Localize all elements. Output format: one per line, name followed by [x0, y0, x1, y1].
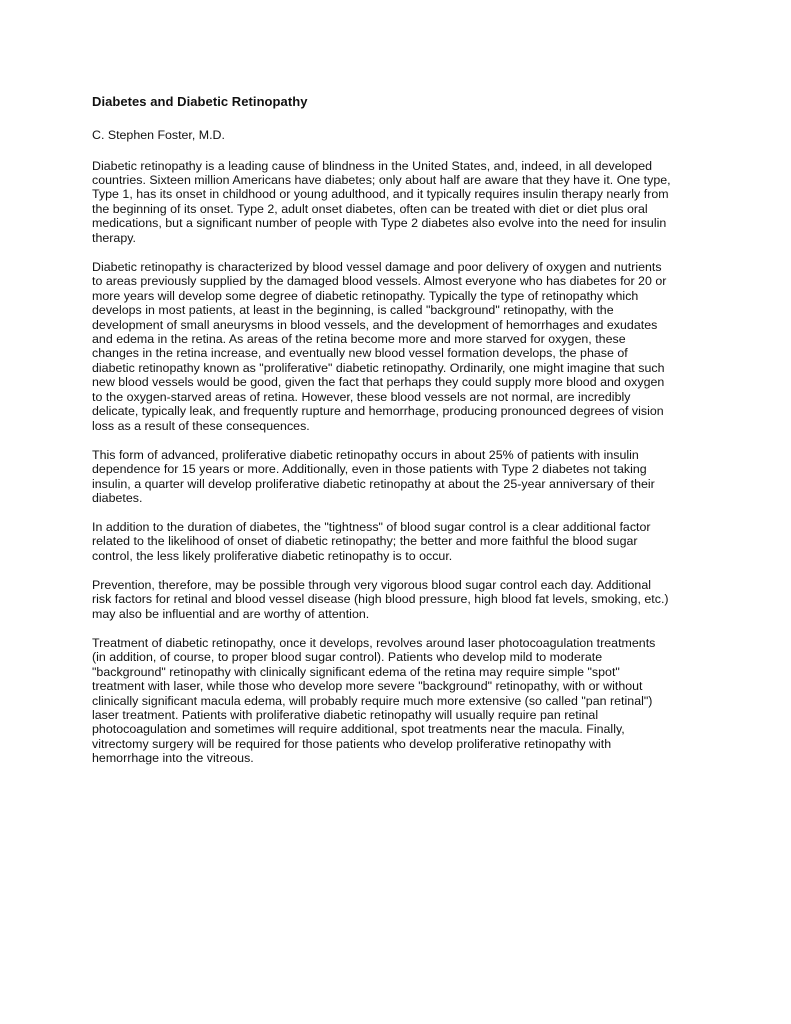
text-line: Diabetic retinopathy is characterized by blood vessel damage and poor delivery of oxygen and nutrients — [92, 259, 662, 274]
text-line: related to the likelihood of onset of diabetic retinopathy; the better and more faithful the blood sugar — [92, 534, 638, 549]
text-line: photocoagulation and sometimes will require additional, spot treatments near the macula. Finally, — [92, 722, 625, 737]
text-line: vitrectomy surgery will be required for those patients who develop proliferative retinopathy with — [92, 736, 612, 751]
text-line: clinically significant macula edema, will probably require much more extensive (so called "pan retinal") — [92, 693, 653, 708]
text-line: diabetes. — [92, 491, 143, 506]
text-line: This form of advanced, proliferative diabetic retinopathy occurs in about 25% of patients with insulin — [92, 447, 639, 462]
paragraph-6 — [92, 636, 704, 766]
text-line: the beginning of its onset. Type 2, adult onset diabetes, often can be treated with diet or diet plus oral — [92, 201, 648, 216]
text-line: changes in the retina increase, and eventually new blood vessel formation develops, the phase of — [92, 346, 628, 361]
text-line: treatment with laser, while those who develop more severe "background" retinopathy, with or without — [92, 679, 643, 694]
text-line: to the oxygen-starved areas of retina. However, these blood vessels are not normal, are incredibly — [92, 389, 631, 404]
text-line: insulin, a quarter will develop proliferative diabetic retinopathy at about the 25-year anniversary of their — [92, 476, 655, 491]
text-line: laser treatment. Patients with proliferative diabetic retinopathy will usually require pan retinal — [92, 707, 599, 722]
paragraph-3 — [92, 448, 704, 506]
text-line: new blood vessels would be good, given the fact that perhaps they could supply more blood and oxygen — [92, 375, 665, 390]
text-line: Prevention, therefore, may be possible through very vigorous blood sugar control each day. Additional — [92, 577, 652, 592]
text-line: "background" retinopathy with clinically significant edema of the retina may require simple "spot" — [92, 664, 620, 679]
text-line: more years will develop some degree of diabetic retinopathy. Typically the type of retinopathy which — [92, 288, 639, 303]
text-line: countries. Sixteen million Americans have diabetes; only about half are aware that they have it. One type, — [92, 172, 671, 187]
text-line: therapy. — [92, 230, 137, 245]
paragraph-1 — [92, 159, 704, 246]
text-line: develops in most patients, at least in the beginning, is called "background" retinopathy, with the — [92, 303, 614, 318]
text-line: to areas previously supplied by the damaged blood vessels. Almost everyone who has diabetes for 20 or — [92, 274, 667, 289]
text-line: Diabetic retinopathy is a leading cause of blindness in the United States, and, indeed, in all developed — [92, 158, 653, 173]
text-line: development of small aneurysms in blood vessels, and the development of hemorrhages and exudates — [92, 317, 658, 332]
text-line: Treatment of diabetic retinopathy, once it develops, revolves around laser photocoagulation treatments — [92, 635, 656, 650]
author-line: C. Stephen Foster, M.D. — [92, 128, 225, 142]
text-line: medications, but a significant number of people with Type 2 diabetes also evolve into the need for insulin — [92, 216, 667, 231]
text-line: Type 1, has its onset in childhood or young adulthood, and it typically requires insulin therapy nearly from — [92, 187, 669, 202]
text-line: delicate, typically leak, and frequently rupture and hemorrhage, producing pronounced degrees of vision — [92, 404, 664, 419]
text-line: may also be influential and are worthy of attention. — [92, 606, 370, 621]
text-line: (in addition, of course, to proper blood sugar control). Patients who develop mild to moderate — [92, 650, 603, 665]
text-line: dependence for 15 years or more. Additionally, even in those patients with Type 2 diabetes not taking — [92, 462, 647, 477]
paragraph-5 — [92, 578, 704, 621]
paragraph-2 — [92, 260, 704, 433]
text-line: hemorrhage into the vitreous. — [92, 751, 254, 766]
document-title: Diabetes and Diabetic Retinopathy — [92, 94, 308, 109]
text-line: and edema in the retina. As areas of the retina become more and more starved for oxygen, these — [92, 331, 626, 346]
document-body — [92, 94, 704, 780]
text-line: risk factors for retinal and blood vessel disease (high blood pressure, high blood fat levels, smoking, etc.) — [92, 592, 669, 607]
paragraph-4 — [92, 520, 704, 563]
text-line: control, the less likely proliferative diabetic retinopathy is to occur. — [92, 548, 453, 563]
text-line: loss as a result of these consequences. — [92, 418, 310, 433]
text-line: diabetic retinopathy known as "proliferative" diabetic retinopathy. Ordinarily, one might imagine that such — [92, 360, 665, 375]
text-line: In addition to the duration of diabetes, the "tightness" of blood sugar control is a clear additional factor — [92, 519, 651, 534]
